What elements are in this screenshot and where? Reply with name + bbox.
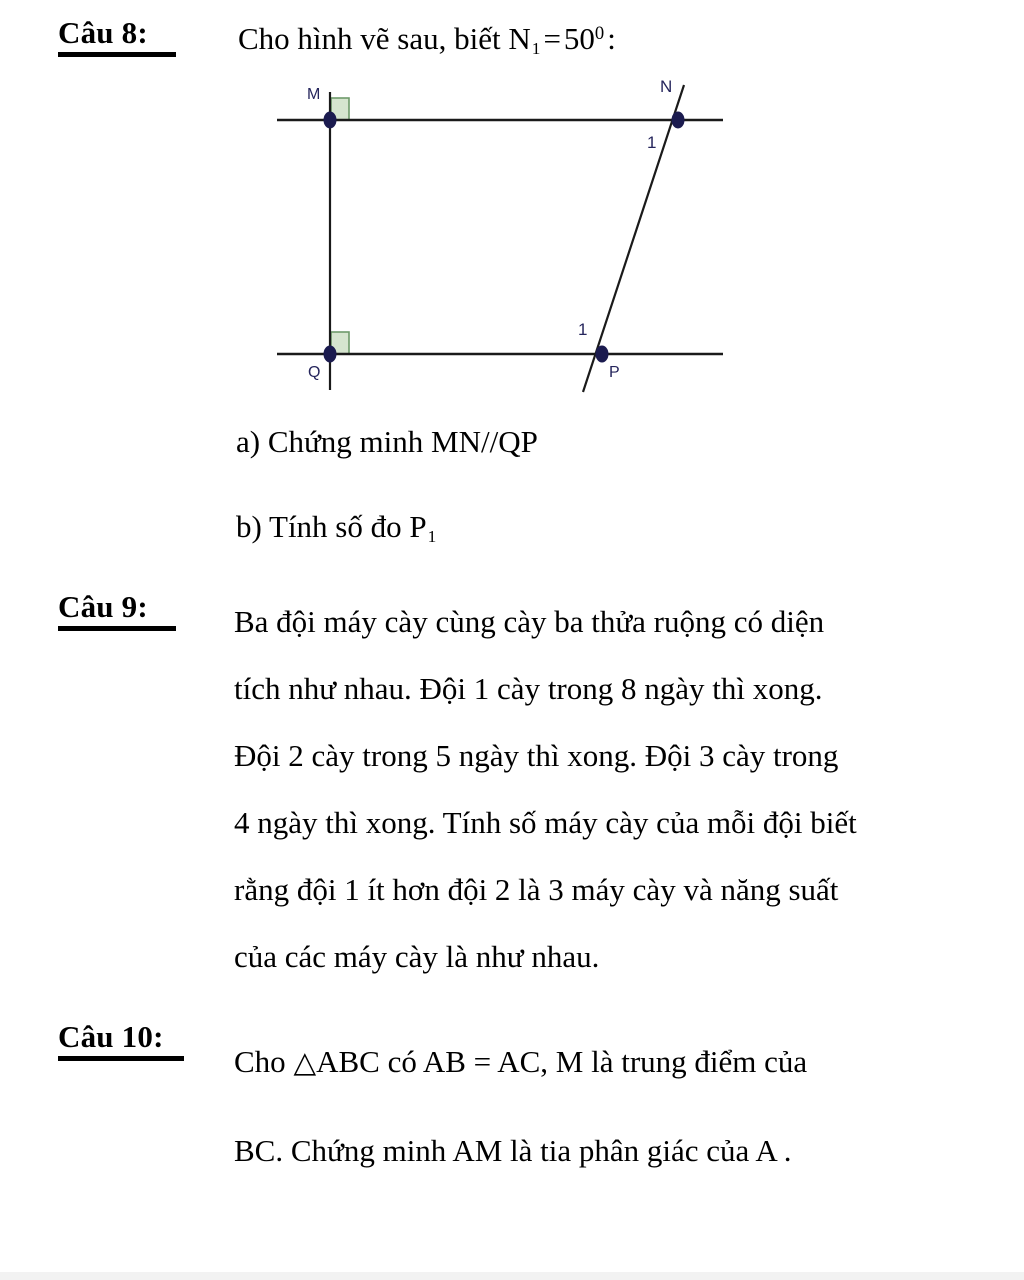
question-10-line-1 [234,1018,964,1107]
angle-mark-N1: 1 [647,133,657,152]
question-9-line: tích như nhau. Đội 1 cày trong 8 ngày thì xong. [234,671,823,706]
question-9-label: Câu 9: [58,588,176,631]
question-10-label: Câu 10: [58,1018,184,1061]
question-10-line-2: BC. Chứng minh AM là tia phân giác của A . [234,1133,792,1168]
point-label-P: P [609,364,620,381]
question-9-line: Ba đội máy cày cùng cày ba thửa ruộng có diện [234,604,825,639]
question-9-block [58,588,958,990]
question-10-line-1-after: ABC có AB = AC, M là trung điểm của [316,1044,808,1079]
point-label-N: N [660,77,673,96]
question-9-line: rằng đội 1 ít hơn đội 2 là 3 máy cày và năng suất [234,872,839,907]
equals-sign: = [543,21,561,57]
question-10-block [58,1018,964,1195]
question-8-block [58,14,619,69]
question-8-part-a: a) Chứng minh MN//QP [236,424,538,459]
point-M [324,112,337,129]
colon-suffix: : [607,21,616,57]
triangle-icon: △ [293,1047,317,1079]
degree-superscript: 0 [594,23,605,44]
bottom-strip [0,1272,1024,1280]
angle-mark-P1: 1 [578,320,588,339]
question-8-prompt-text: Cho hình vẽ sau, biết [238,21,509,57]
question-8-label: Câu 8: [58,14,176,57]
angle-variable-N: N [508,21,531,57]
question-8-part-b [236,505,436,559]
point-label-Q: Q [308,364,321,381]
point-P [596,346,609,363]
question-9-line: 4 ngày thì xong. Tính số máy cày của mỗi đội biết [234,805,857,840]
question-8-part-b-text: b) Tính số đo [236,509,410,544]
point-Q [324,346,337,363]
question-8-prompt [238,14,619,69]
line-transversal-NP [583,85,684,392]
angle-subscript-P1: 1 [427,526,437,546]
question-9-body [234,588,958,990]
point-N [672,112,685,129]
question-9-line: của các máy cày là như nhau. [234,939,600,974]
point-label-M: M [307,86,321,103]
question-10-body [234,1018,964,1195]
angle-value: 50 [563,21,595,57]
angle-subscript-1: 1 [531,39,541,59]
geometry-figure [262,72,742,402]
angle-variable-P: P [409,509,427,544]
question-10-line-1-before: Cho [234,1044,294,1079]
question-9-line: Đội 2 cày trong 5 ngày thì xong. Đội 3 cày trong [234,738,839,773]
geometry-figure-svg [262,72,742,402]
